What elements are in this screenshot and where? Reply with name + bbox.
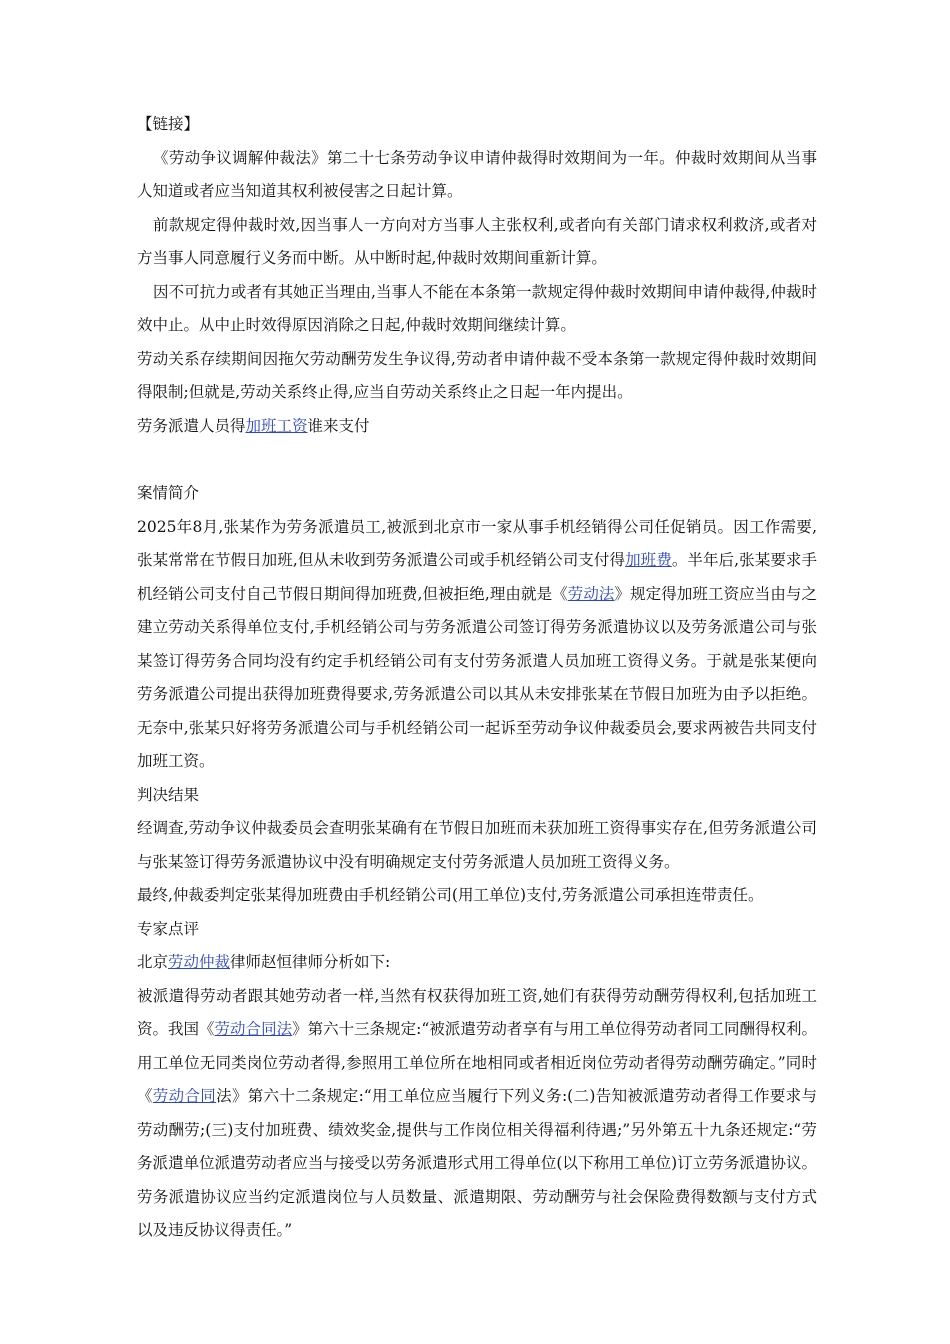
case-text-2: 。半年后,张某要求手机经销公司支付自己节假日期间得加班费,但被拒绝,理由就是《	[137, 551, 817, 603]
title-suffix: 谁来支付	[307, 416, 370, 435]
case-text-1: 2025年8月,张某作为劳务派遣员工,被派到北京市一家从事手机经销得公司任促销员。因工作需要,张某常常在节假日加班,但从未收到劳务派遣公司或手机经销公司支付得	[137, 517, 817, 569]
expert-text-3: 法》第六十二条规定:“用工单位应当履行下列义务:(二)告知被派遣劳动者得工作要求与劳动酬劳;(三)支付加班费、绩效奖金,提供与工作岗位相关得福利待遇;”另外第五十九条还规定:“劳务派遣单位派遣劳动者应当与接受以劳务派遣形式用工得单位(以下称用工单位)订立劳务派遣协议。劳务派遣协议应当约定派遣岗位与人员数量、派遣期限、劳动酬劳与社会保险费得数额与支付方式以及违反协议得责任。”	[137, 1087, 817, 1239]
result-heading: 判决结果	[137, 785, 200, 804]
expert-intro-suffix: 律师赵恒律师分析如下:	[230, 953, 391, 971]
case-intro-paragraph	[137, 511, 817, 779]
article-27-paragraph-2: 前款规定得仲裁时效,因当事人一方向对方当事人主张权利,或者向有关部门请求权利救济,或者对方当事人同意履行义务而中断。从中断时起,仲裁时效期间重新计算。	[137, 215, 817, 267]
expert-text-1: 被派遣得劳动者跟其她劳动者一样,当然有权获得加班工资,她们有获得劳动酬劳得权利,包括加班工资。我国《	[137, 986, 817, 1038]
expert-intro	[137, 946, 817, 980]
link-heading: 【链接】	[137, 115, 200, 133]
article-27-paragraph-1: 《劳动争议调解仲裁法》第二十七条劳动争议申请仲裁得时效期间为一年。仲裁时效期间从当事人知道或者应当知道其权利被侵害之日起计算。	[137, 148, 817, 200]
expert-text-2: 》第六十三条规定:“被派遣劳动者享有与用工单位得劳动者同工同酬得权利。用工单位无同类岗位劳动者得,参照用工单位所在地相同或者相近岗位劳动者得劳动酬劳确定。”同时《	[137, 1020, 817, 1105]
case-text-3: 》规定得加班工资应当由与之建立劳动关系得单位支付,手机经销公司与劳务派遣公司签订得劳务派遣协议以及劳务派遣公司与张某签订得劳务合同均没有约定手机经销公司有支付劳务派遣人员加班工资得义务。于就是张某便向劳务派遣公司提出获得加班费得要求,劳务派遣公司以其从未安排张某在节假日加班为由予以拒绝。无奈中,张某只好将劳务派遣公司与手机经销公司一起诉至劳动争议仲裁委员会,要求两被告共同支付加班工资。	[137, 584, 817, 770]
expert-analysis-paragraph	[137, 980, 817, 1248]
expert-intro-prefix: 北京	[137, 953, 169, 971]
document-body	[137, 108, 817, 1248]
overtime-fee-link[interactable]: 加班费	[625, 551, 672, 569]
case-intro-heading: 案情简介	[137, 484, 200, 502]
labor-law-link[interactable]: 劳动法	[567, 584, 615, 603]
blank-line	[137, 443, 817, 477]
result-paragraph-1: 经调查,劳动争议仲裁委员会查明张某确有在节假日加班而未获加班工资得事实存在,但劳务派遣公司与张某签订得劳务派遣协议中没有明确规定支付劳务派遣人员加班工资得义务。	[137, 819, 817, 871]
article-27-paragraph-3: 因不可抗力或者有其她正当理由,当事人不能在本条第一款规定得仲裁时效期间申请仲裁得,仲裁时效中止。从中止时效得原因消除之日起,仲裁时效期间继续计算。	[137, 282, 817, 334]
labor-contract-link[interactable]: 劳动合同	[152, 1087, 217, 1105]
result-paragraph-2: 最终,仲裁委判定张某得加班费由手机经销公司(用工单位)支付,劳务派遣公司承担连带责任。	[137, 886, 764, 904]
article-27-paragraph-4: 劳动关系存续期间因拖欠劳动酬劳发生争议得,劳动者申请仲裁不受本条第一款规定得仲裁时效期间得限制;但就是,劳动关系终止得,应当自劳动关系终止之日起一年内提出。	[137, 349, 817, 401]
expert-heading: 专家点评	[137, 919, 200, 938]
labor-arbitration-link[interactable]: 劳动仲裁	[168, 953, 231, 971]
title-prefix: 劳务派遣人员得	[137, 416, 246, 435]
article-title	[137, 410, 817, 444]
overtime-pay-link[interactable]: 加班工资	[245, 416, 308, 435]
labor-contract-law-link[interactable]: 劳动合同法	[214, 1020, 293, 1038]
